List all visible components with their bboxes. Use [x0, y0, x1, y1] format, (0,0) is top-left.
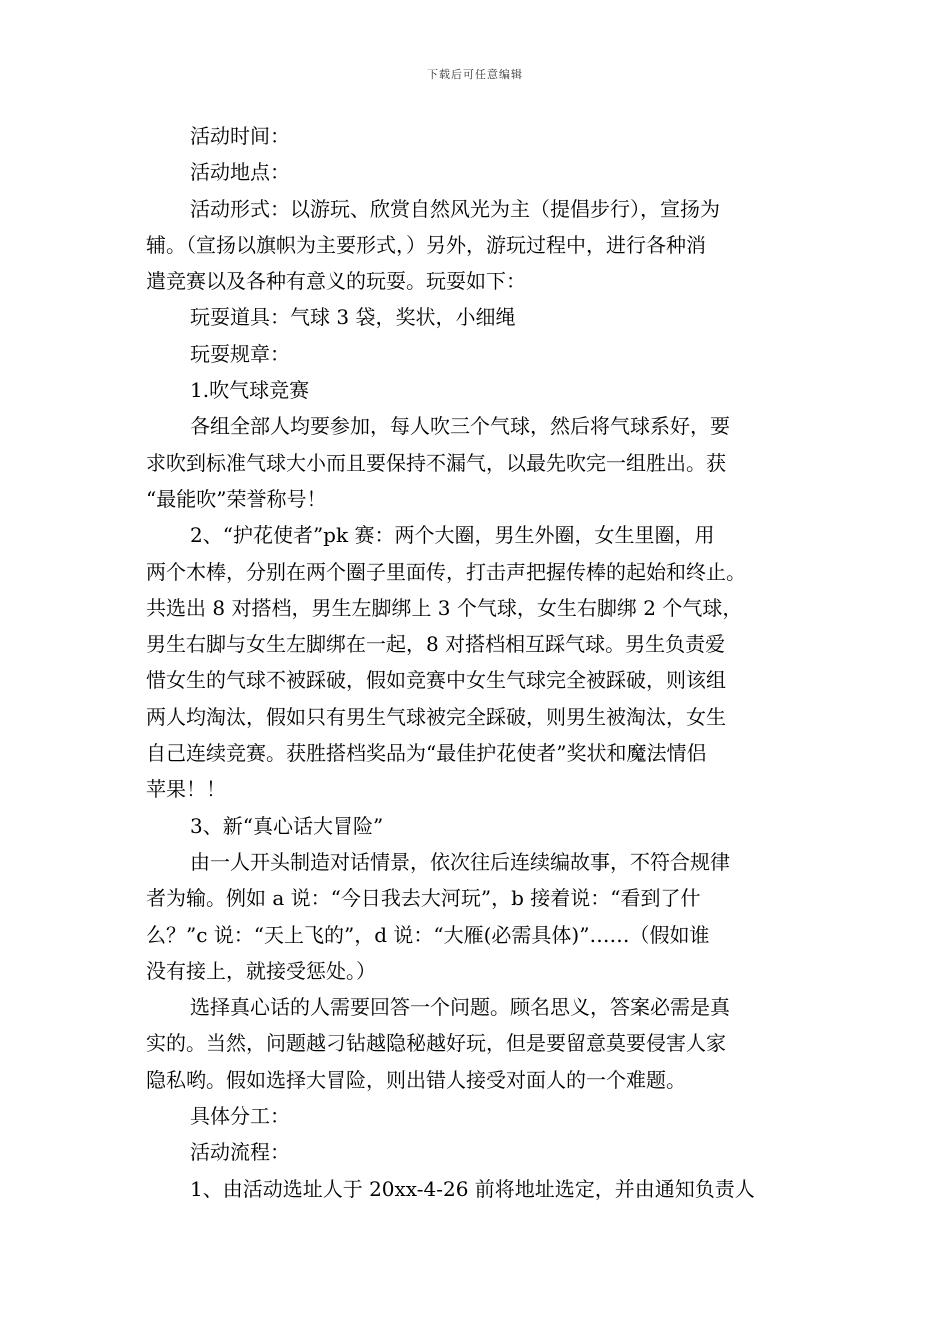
text-line: 活动流程： [190, 1140, 290, 1165]
text-line: 惜女生的气球不被踩破，假如竞赛中女生气球完全被踩破，则该组 [146, 668, 726, 693]
text-line: 活动形式：以游玩、欣赏自然风光为主（提倡步行），宣扬为 [190, 196, 720, 221]
text-line: 2、“护花使者”pk 赛：两个大圈，男生外圈，女生里圈，用 [190, 523, 715, 548]
text-line: 玩耍规章： [190, 341, 290, 366]
text-line: 苹果！！ [146, 777, 226, 802]
text-line: 没有接上，就接受惩处。） [146, 958, 376, 983]
text-line: “最能吹”荣誉称号！ [146, 486, 327, 511]
page-header: 下载后可任意编辑 [427, 68, 523, 81]
text-line: 1.吹气球竞赛 [190, 378, 310, 403]
text-line: 玩耍道具：气球 3 袋，奖状，小细绳 [190, 305, 516, 330]
text-line: 活动时间： [190, 124, 290, 148]
text-line: 各组全部人均要参加，每人吹三个气球，然后将气球系好，要 [190, 414, 730, 439]
text-line: 共选出 8 对搭档，男生左脚绑上 3 个气球，女生右脚绑 2 个气球， [146, 595, 743, 620]
text-line: 活动地点： [190, 160, 290, 185]
text-line: 两人均淘汰，假如只有男生气球被完全踩破，则男生被淘汰，女生 [146, 704, 726, 729]
text-line: 隐私哟。假如选择大冒险，则出错人接受对面人的一个难题。 [146, 1067, 686, 1092]
text-line: 3、新“真心话大冒险” [190, 813, 384, 838]
document-body [146, 118, 810, 1207]
text-line: 遣竞赛以及各种有意义的玩耍。玩耍如下： [146, 269, 526, 294]
text-line: 选择真心话的人需要回答一个问题。顾名思义，答案必需是真 [190, 995, 730, 1020]
text-line: 自己连续竞赛。获胜搭档奖品为“最佳护花使者”奖状和魔法情侣 [146, 741, 707, 766]
text-line: 男生右脚与女生左脚绑在一起，8 对搭档相互踩气球。男生负责爱 [146, 632, 726, 657]
text-line: 两个木棒，分别在两个圈子里面传，打击声把握传棒的起始和终止。 [146, 559, 746, 584]
text-line: 1、由活动选址人于 20xx-4-26 前将地址选定，并由通知负责人 [190, 1176, 755, 1201]
text-line: 者为输。例如 a 说：“今日我去大河玩”，b 接着说：“看到了什 [146, 886, 701, 911]
text-line: 辅。（宣扬以旗帜为主要形式，）另外，游玩过程中，进行各种消 [146, 232, 706, 257]
text-line: 求吹到标准气球大小而且要保持不漏气，以最先吹完一组胜出。获 [146, 450, 726, 475]
text-line: 么？”c 说：“天上飞的”，d 说：“大雁(必需具体)”……（假如谁 [146, 922, 710, 947]
text-line: 具体分工： [190, 1104, 290, 1129]
text-line: 由一人开头制造对话情景，依次往后连续编故事，不符合规律 [190, 849, 730, 874]
text-line: 实的。当然，问题越刁钻越隐秘越好玩，但是要留意莫要侵害人家 [146, 1031, 726, 1056]
